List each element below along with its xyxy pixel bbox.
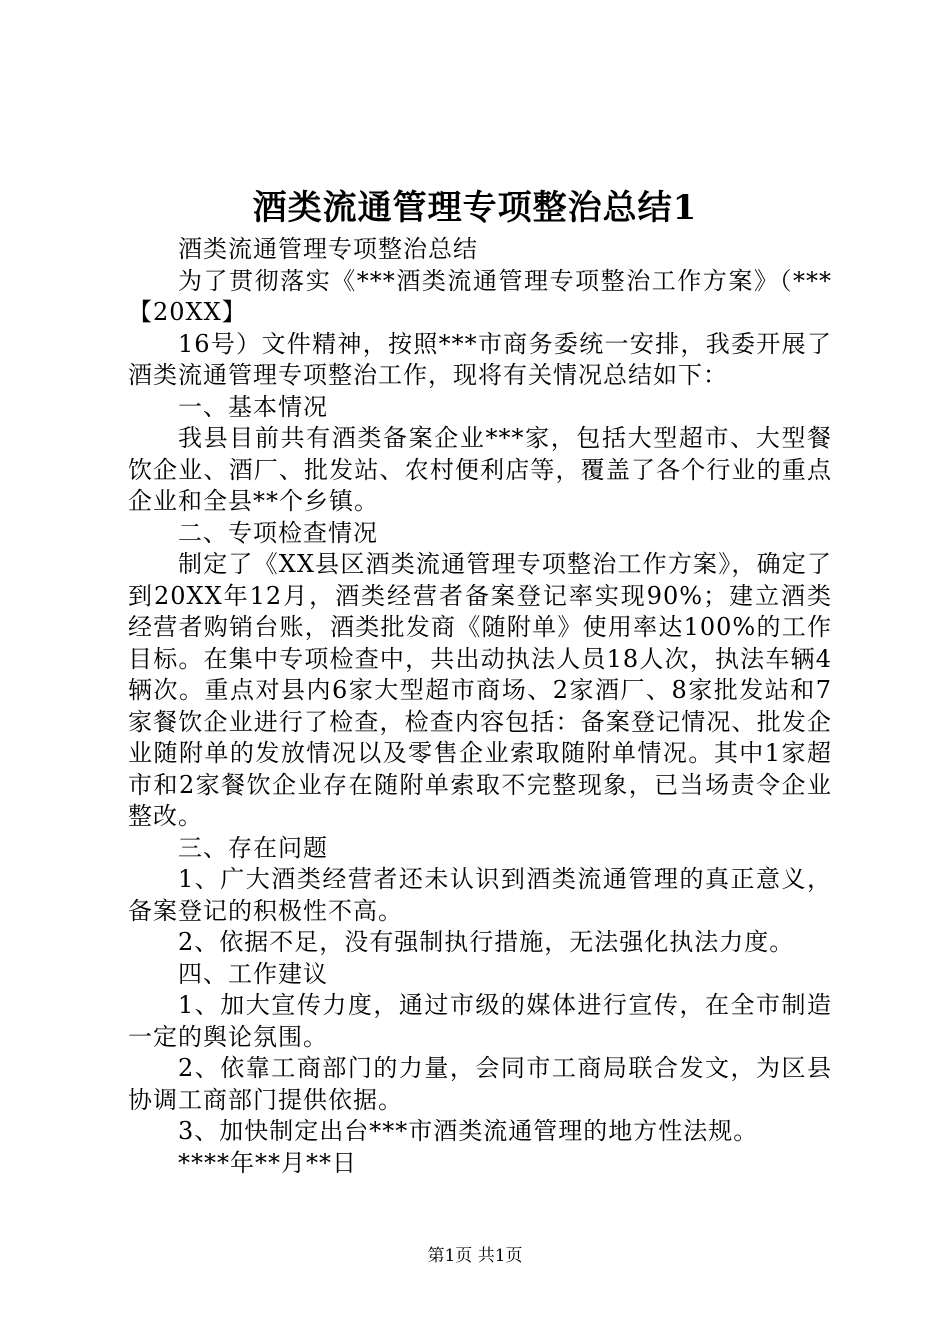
paragraph-intro-continued: 16号）文件精神，按照***市商务委统一安排，我委开展了酒类流通管理专项整治工作，现将有关情况总结如下：	[128, 329, 832, 389]
document-date: ****年**月**日	[178, 1148, 357, 1177]
paragraph-subtitle: 酒类流通管理专项整治总结	[178, 235, 478, 263]
paragraph-intro: 为了贯彻落实《***酒类流通管理专项整治工作方案》（***【20XX】	[128, 266, 832, 326]
document-title: 酒类流通管理专项整治总结1	[252, 188, 698, 228]
paragraph-inspection: 制定了《XX县区酒类流通管理专项整治工作方案》，确定了到20XX年12月，酒类经营者备案登记率实现90%；建立酒类经营者购销台账，酒类批发商《随附单》使用率达100%的工作目标。在集中专项检查中，共出动执法人员18人次，执法车辆4辆次。重点对县内6家大型超市商场、2家酒厂、8家批发站和7家餐饮企业进行了检查，检查内容包括：备案登记情况、批发企业随附单的发放情况以及零售企业索取随附单情况。其中1家超市和2家餐饮企业存在随附单索取不完整现象，已当场责令企业整改。	[128, 550, 832, 830]
paragraph-suggestion-2: 2、依靠工商部门的力量，会同市工商局联合发文，为区县协调工商部门提供依据。	[128, 1054, 832, 1114]
paragraph-problem-2: 2、依据不足，没有强制执行措施，无法强化执法力度。	[178, 928, 795, 956]
section-heading-problems: 三、存在问题	[178, 833, 328, 862]
document-body	[128, 234, 832, 1179]
section-heading-suggestions: 四、工作建议	[178, 959, 328, 988]
paragraph-problem-1: 1、广大酒类经营者还未认识到酒类流通管理的真正意义，备案登记的积极性不高。	[128, 865, 832, 925]
section-heading-basic-situation: 一、基本情况	[178, 392, 328, 421]
paragraph-suggestion-3: 3、加快制定出台***市酒类流通管理的地方性法规。	[178, 1117, 759, 1145]
paragraph-basic-situation: 我县目前共有酒类备案企业***家，包括大型超市、大型餐饮企业、酒厂、批发站、农村便利店等，覆盖了各个行业的重点企业和全县**个乡镇。	[128, 424, 832, 515]
paragraph-suggestion-1: 1、加大宣传力度，通过市级的媒体进行宣传，在全市制造一定的舆论氛围。	[128, 991, 832, 1051]
section-heading-inspection: 二、专项检查情况	[178, 518, 378, 547]
page-number-footer: 第1页 共1页	[427, 1246, 523, 1266]
